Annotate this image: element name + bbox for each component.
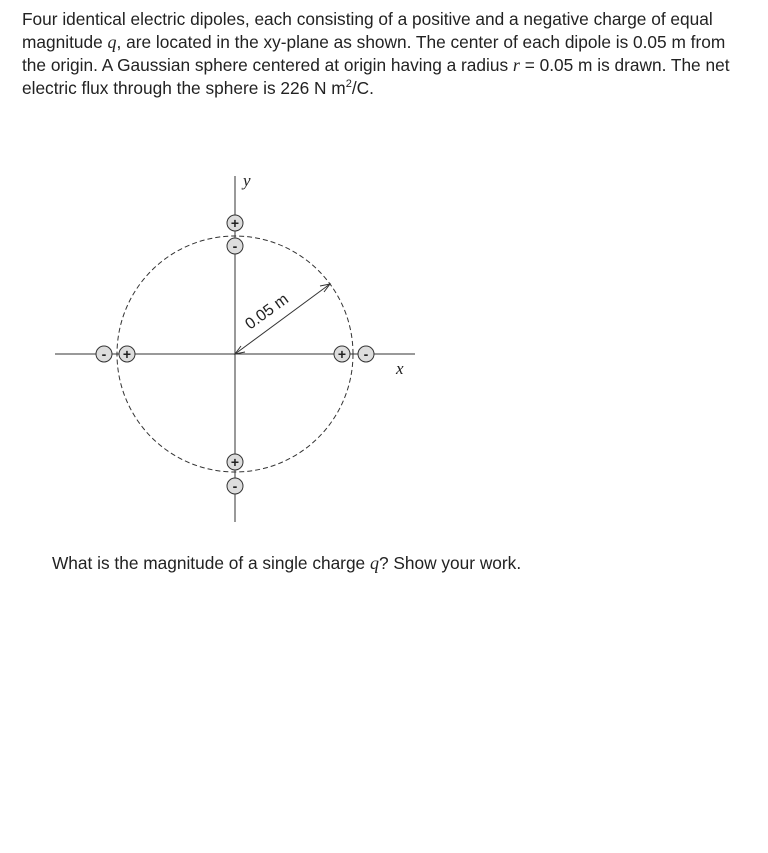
problem-text-1: Four identical electric dipoles, each consisting of a positive and a negative charge of equal magnitude (22, 9, 713, 52)
plus-sign: + (230, 215, 240, 231)
minus-sign: - (232, 478, 238, 494)
plus-sign: + (122, 346, 132, 362)
question-text-2: ? Show your work. (378, 553, 522, 573)
radius-symbol-r: r (512, 55, 520, 75)
dipole-diagram (0, 160, 460, 540)
charge-symbol-q: q (107, 32, 117, 52)
question-prompt (52, 552, 521, 575)
plus-sign: + (337, 346, 347, 362)
plus-sign: + (230, 454, 240, 470)
question-charge-symbol: q (369, 553, 379, 573)
minus-sign: - (363, 346, 369, 362)
x-axis-label: x (396, 359, 404, 378)
problem-statement (22, 8, 752, 100)
minus-sign: - (101, 346, 107, 362)
problem-text-4: /C. (351, 78, 374, 98)
problem-text-3: = 0.05 m is drawn. The net electric flux through the sphere is 226 N m (22, 55, 730, 98)
minus-sign: - (232, 238, 238, 254)
y-axis-label: y (243, 171, 251, 190)
problem-text-2: , are located in the xy-plane as shown. The center of each dipole is 0.05 m from the origin. A Gaussian sphere centered at origin having a radius (22, 32, 726, 75)
question-text-1: What is the magnitude of a single charge (52, 553, 370, 573)
radius-label: 0.05 m (242, 290, 292, 334)
unit-exponent: 2 (345, 78, 352, 90)
